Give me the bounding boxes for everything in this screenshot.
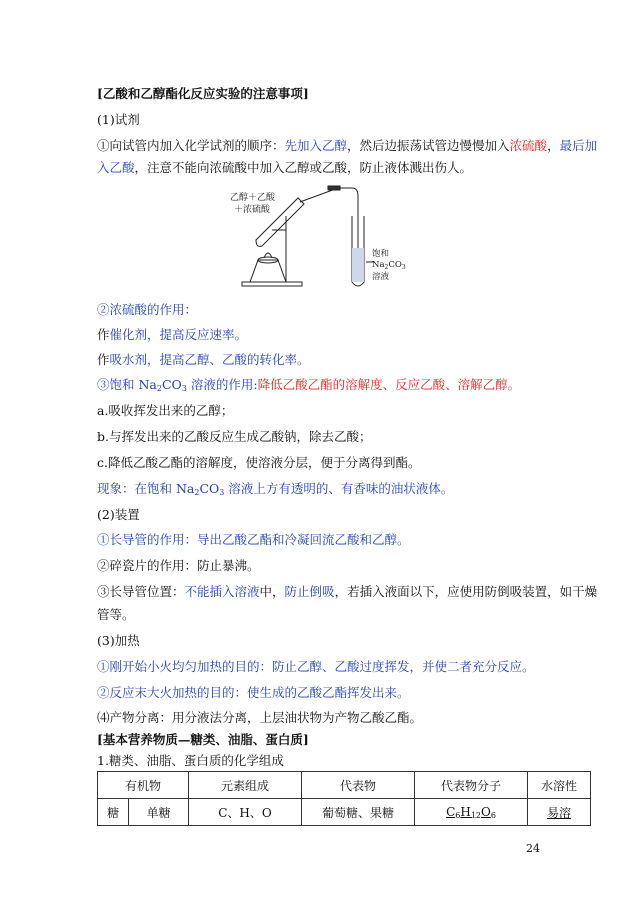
reagent-order-step3b: 入乙酸 (97, 160, 135, 175)
apparatus-heading: (2)装置 (97, 507, 140, 522)
carbonate-item-c: c.降低乙酸乙酯的溶解度，使溶液分层，便于分离得到酯。 (97, 455, 421, 470)
table-header-cell: 代表物 (302, 772, 415, 799)
section-title-esterification: [乙酸和乙醇酯化反应实验的注意事项] (97, 86, 309, 101)
long-tube-role: ①长导管的作用：导出乙酸乙酯和冷凝回流乙酸和乙醇。 (97, 532, 410, 547)
long-tube-position-reason: 防止倒吸 (284, 584, 335, 599)
figure-label-right-2: $Na_2CO_3$ (372, 260, 406, 271)
heating-gentle: ①刚开始小火均匀加热的目的：防止乙醇、乙酸过度挥发，并使二者充分反应。 (97, 659, 535, 674)
figure-label-right-1: 饱和 (372, 249, 390, 259)
acid-role-dehydrant-prefix: 作 (97, 352, 110, 367)
table-header-row (98, 772, 591, 799)
long-tube-position-mid: 中， (259, 584, 285, 599)
reagent-order-line1 (97, 137, 597, 155)
acid-role-catalyst (97, 326, 247, 344)
table-cell: 易溶 (528, 799, 591, 826)
carbonate-item-a: a.吸收挥发出来的乙醇； (97, 403, 234, 418)
esterification-apparatus-diagram (228, 186, 404, 296)
composition-table (97, 771, 591, 826)
table-header-cell: 水溶性 (528, 772, 591, 799)
page-number: 24 (526, 842, 540, 855)
reagent-order-note: ，注意不能向浓硫酸中加入乙醇或乙酸，防止液体溅出伤人。 (134, 160, 473, 175)
table-cell: 葡萄糖、果糖 (302, 799, 415, 826)
reagent-order-mid: ，然后边振荡试管边慢慢加入 (347, 138, 510, 153)
long-tube-position-note: ，若插入液面以下，应使用防倒吸装置，如干燥 (334, 584, 598, 599)
table-cell: 单糖 (129, 799, 189, 826)
subsection-composition: 1.糖类、油脂、蛋白质的化学组成 (97, 753, 284, 768)
stand-base (242, 282, 302, 286)
heating-strong: ②反应末大火加热的目的：使生成的乙酸乙酯挥发出来。 (97, 685, 410, 700)
product-separation: ⑷产物分离：用分液法分离，上层油状物为产物乙酸乙酯。 (97, 710, 423, 725)
table-cell: 糖 (98, 799, 129, 826)
phenomenon: 现象：在饱和 $Na_2CO_3$ 溶液上方有透明的、有香味的油状液体。 (97, 481, 454, 497)
reagent-order-step1: 先加入乙醇 (284, 138, 348, 153)
figure-label-left-2: ＋浓硫酸 (234, 205, 271, 215)
acid-role-heading: ②浓硫酸的作用： (97, 302, 198, 317)
acid-role-dehydrant (97, 351, 310, 369)
reagent-order-comma: ， (547, 138, 560, 153)
table-header-cell: 元素组成 (189, 772, 302, 799)
porcelain-role: ②碎瓷片的作用：防止暴沸。 (97, 558, 260, 573)
reagent-order-intro: ①向试管内加入化学试剂的顺序： (97, 138, 285, 153)
long-tube-position-rule: 不能插入溶液 (184, 584, 260, 599)
apparatus-figure (228, 186, 404, 296)
figure-label-left-1: 乙醇＋乙酸 (230, 193, 276, 203)
reagent-order-step3a: 最后加 (559, 138, 598, 153)
acid-role-dehydrant-text: 吸水剂，提高乙醇、乙酸的转化率。 (109, 352, 310, 367)
section-title-nutrients: [基本营养物质—糖类、油脂、蛋白质] (97, 732, 309, 747)
reagents-heading: (1)试剂 (97, 112, 140, 127)
table-cell: $C_6H_{12}O_6$ (415, 799, 528, 826)
reagent-order-line2 (97, 159, 472, 177)
table-cell: C、H、O (189, 799, 302, 826)
table-header-cell: 有机物 (98, 772, 189, 799)
table-header-cell: 代表物分子 (415, 772, 528, 799)
carbonate-role-label: ③饱和 $Na_2CO_3$ 溶液的作用: (97, 377, 258, 393)
heating-heading: (3)加热 (97, 633, 140, 648)
long-tube-position-label: ③长导管位置： (97, 584, 185, 599)
table-row (98, 799, 591, 826)
carbonate-role-text: 降低乙酸乙酯的溶解度、反应乙酸、溶解乙醇。 (257, 377, 521, 392)
long-tube-position-line1 (97, 583, 597, 601)
figure-label-right-3: 溶液 (372, 272, 390, 282)
carbonate-role (97, 376, 520, 398)
acid-role-catalyst-prefix: 作 (97, 327, 110, 342)
long-tube-position-line2: 管等。 (97, 607, 135, 622)
long-delivery-tube (300, 188, 352, 202)
reagent-order-step2: 浓硫酸 (509, 138, 548, 153)
carbonate-item-b: b.与挥发出来的乙酸反应生成乙酸钠，除去乙酸； (97, 429, 372, 444)
acid-role-catalyst-text: 催化剂，提高反应速率。 (109, 327, 248, 342)
